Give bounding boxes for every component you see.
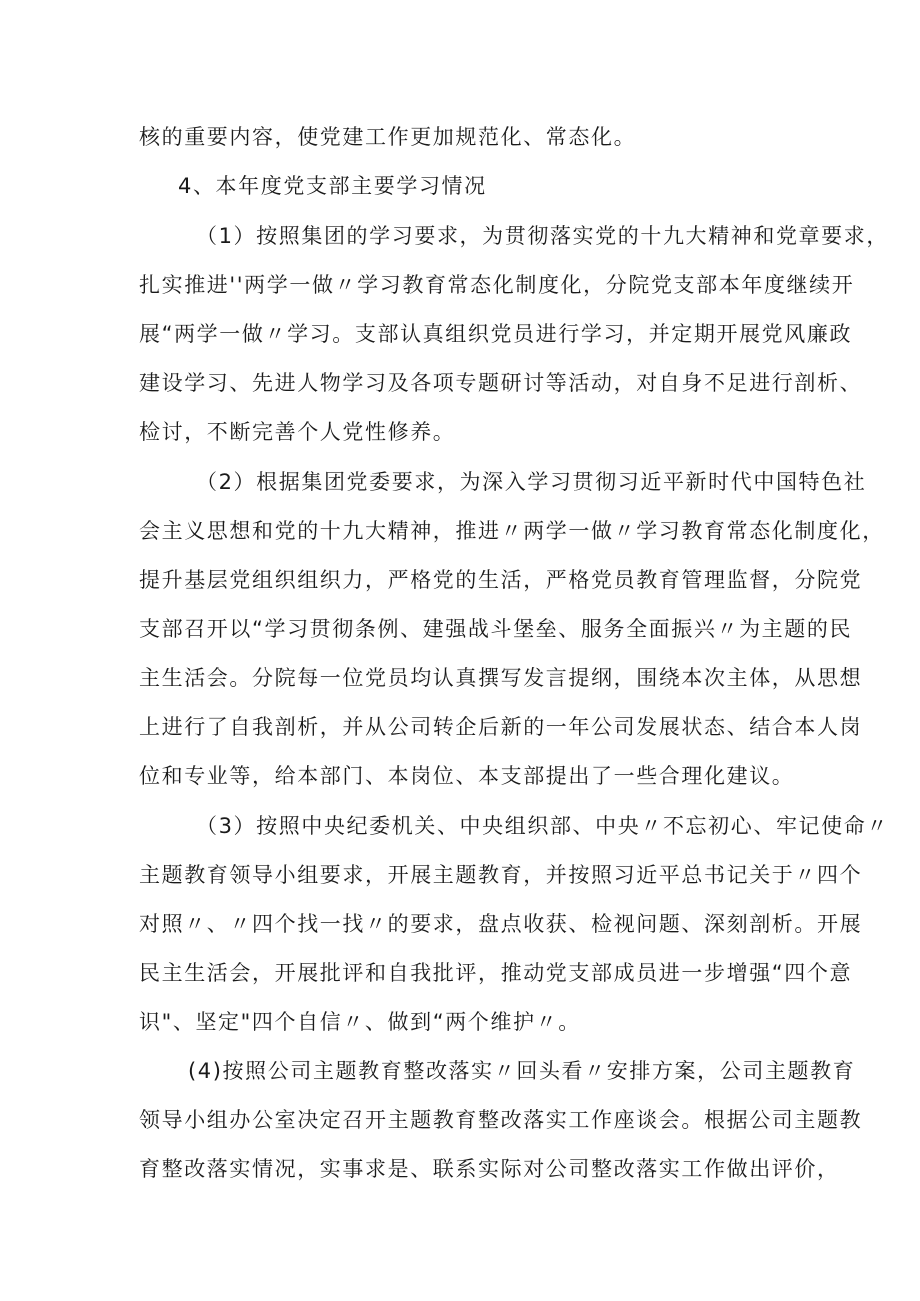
text-line: 领导小组办公室决定召开主题教育整改落实工作座谈会。根据公司主题教 <box>139 1108 863 1132</box>
text-line: 展“两学一做〃学习。支部认真组织党员进行学习，并定期开展党风廉政 <box>139 322 853 346</box>
text-line: 位和专业等，给本部门、本岗位、本支部提出了一些合理化建议。 <box>139 764 795 788</box>
text-line: (4)按照公司主题教育整改落实〃回头看〃安排方案，公司主题教育 <box>188 1059 856 1083</box>
text-line: 提升基层党组织组织力，严格党的生活，严格党员教育管理监督，分院党 <box>139 568 863 592</box>
text-line: 会主义思想和党的十九大精神，推进〃两学一做〃学习教育常态化制度化， <box>139 519 885 543</box>
text-line: 主题教育领导小组要求，开展主题教育，并按照习近平总书记关于〃四个 <box>139 863 863 887</box>
text-line: 主生活会。分院每一位党员均认真撰写发言提纲，围绕本次主体，从思想 <box>139 666 863 690</box>
text-line: 上进行了自我剖析，并从公司转企后新的一年公司发展状态、结合本人岗 <box>139 715 863 739</box>
text-line: 识"、坚定"四个自信〃、做到“两个维护〃。 <box>139 1010 581 1034</box>
text-line: （2）根据集团党委要求，为深入学习贯彻习近平新时代中国特色社 <box>196 470 867 494</box>
text-line: （1）按照集团的学习要求，为贯彻落实党的十九大精神和党章要求， <box>196 224 889 248</box>
text-line: 民主生活会，开展批评和自我批评，推动党支部成员进一步增强“四个意 <box>139 961 853 985</box>
text-line: 建设学习、先进人物学习及各项专题研讨等活动，对自身不足进行剖析、 <box>139 371 863 395</box>
text-line: 检讨，不断完善个人党性修养。 <box>139 420 456 444</box>
text-line: （3）按照中央纪委机关、中央组织部、中央〃不忘初心、牢记使命〃 <box>196 814 889 838</box>
section-heading: 4、本年度党支部主要学习情况 <box>178 174 487 198</box>
text-line: 育整改落实情况，实事求是、联系实际对公司整改落实工作做出评价， <box>139 1157 840 1181</box>
text-line: 支部召开以“学习贯彻条例、建强战斗堡垒、服务全面振兴〃为主题的民 <box>139 617 853 641</box>
text-line: 扎实推进''两学一做〃学习教育常态化制度化，分院党支部本年度继续开 <box>139 273 855 297</box>
text-line: 核的重要内容，使党建工作更加规范化、常态化。 <box>139 125 637 149</box>
text-line: 对照〃、〃四个找一找〃的要求，盘点收获、检视问题、深刻剖析。开展 <box>139 912 863 936</box>
